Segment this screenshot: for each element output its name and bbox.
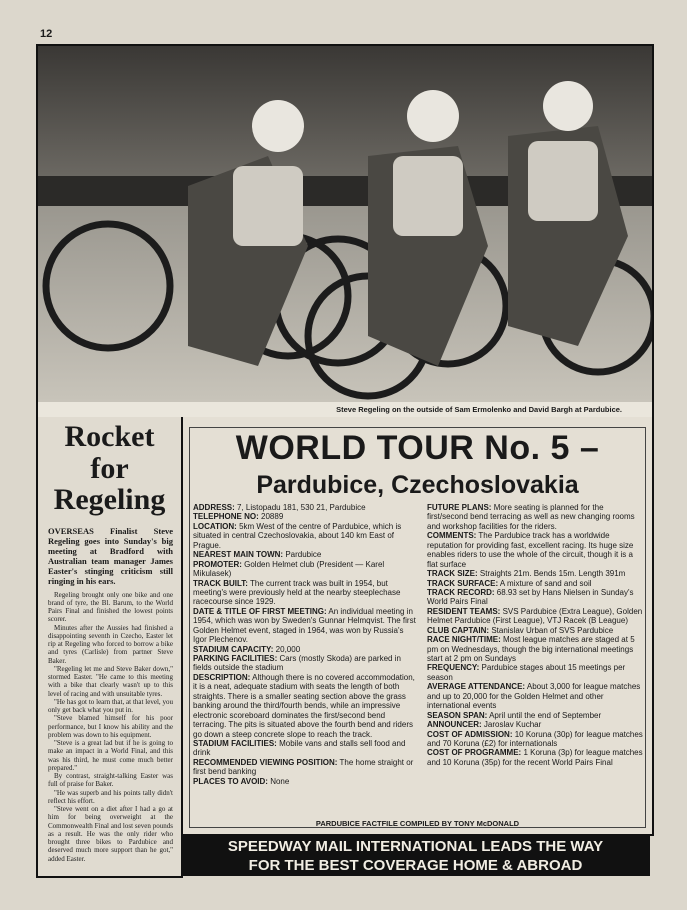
fact-text: 20889 — [261, 512, 284, 522]
fact-label: ANNOUNCER: — [427, 720, 482, 730]
story-paragraph: "Steve blamed himself for his poor performance, but I know his ability and the problem was down to his equipment. — [48, 714, 173, 739]
story-paragraph: "Steve went on a diet after I had a go at him for being overweight at the Commonwealth Final and lost seven pounds as a result. He was the only rider who brought three bikes to Pardubice and deserved much more support than he got," added Easter. — [48, 805, 173, 863]
fact-text: The Pardubice track has a worldwide reputation for providing fast, excellent racing. Its huge size enables riders to use the whole of the circuit, though it is a flat surface — [427, 531, 634, 569]
fact-text: Pardubice — [285, 550, 322, 560]
banner-line-2: FOR THE BEST COVERAGE HOME & ABROAD — [248, 857, 583, 874]
fact-entry — [427, 579, 643, 588]
fact-entry — [193, 758, 419, 777]
fact-label: DESCRIPTION: — [193, 672, 251, 682]
fact-text: Pardubice stages about 15 meetings per season — [427, 663, 626, 682]
fact-text: A mixture of sand and soil — [499, 578, 592, 588]
fact-text: 10 Koruna (30p) for league matches and 70 Koruna (£2) for internationals — [427, 729, 643, 748]
story-paragraph: By contrast, straight-talking Easter was full of praise for Baker. — [48, 772, 173, 789]
fact-label: COST OF PROGRAMME: — [427, 748, 522, 758]
promo-banner — [181, 834, 650, 876]
fact-label: NEAREST MAIN TOWN: — [193, 550, 284, 560]
standfirst: OVERSEAS Finalist Steve Regeling goes into Sunday's big meeting at Bradford with Australian team manager James Easter's stinging criticism still ringing in his ears. — [48, 525, 173, 587]
photo-caption: Steve Regeling on the outside of Sam Ermolenko and David Bargh at Pardubice. — [38, 402, 652, 418]
factfile-credit: PARDUBICE FACTFILE COMPILED BY TONY McDONALD — [315, 819, 520, 828]
fact-text: 1 Koruna (3p) for league matches and 10 Koruna (35p) for the recent World Pairs Final — [427, 748, 643, 767]
fact-entry — [193, 607, 419, 645]
factfile-right-column — [427, 503, 643, 767]
fact-text: Jaroslav Kuchar — [483, 720, 542, 730]
fact-text: 20,000 — [275, 644, 301, 654]
fact-label: STADIUM FACILITIES: — [193, 738, 277, 748]
fact-entry — [427, 748, 643, 767]
fact-text: SVS Pardubice (Extra League), Golden Helmet Pardubice (First League), VTJ Racek (B League) — [427, 606, 643, 626]
fact-text: Straights 21m. Bends 15m. Length 391m — [479, 569, 626, 579]
fact-text: 5km West of the centre of Pardubice, which is situated in central Czechoslovakia, about 140 km East of Prague. — [193, 521, 402, 550]
fact-entry — [193, 560, 419, 579]
headline-line-2: for — [90, 451, 129, 485]
fact-label: TELEPHONE NO: — [193, 512, 259, 522]
fact-label: STADIUM CAPACITY: — [193, 644, 274, 654]
fact-label: PROMOTER: — [193, 559, 242, 569]
side-headline — [38, 417, 181, 516]
fact-text: None — [270, 776, 290, 786]
story-paragraph: Regeling brought only one bike and one brand of tyre, the Bl. Barum, to the World Pairs Final and finished the lowest points scorer. — [48, 590, 173, 624]
story-paragraph: "He has got to learn that, at that level, you only get back what you put in. — [48, 697, 173, 715]
factfile-left-column — [193, 503, 419, 786]
fact-entry — [193, 512, 419, 521]
fact-entry — [427, 531, 643, 569]
fact-entry — [427, 711, 643, 720]
fact-text: Although there is no covered accommodation, it is a neat, adequate stadium with seats the length of both straights. There is a smaller seating section above the grass banking around the third/fourth bends, while an impressive electronic scoreboard dominates the first/second bend terracing. The pits is situated above the fourth bend and riders go down a steep concrete slope to reach the track. — [193, 672, 415, 739]
fact-label: FUTURE PLANS: — [427, 503, 492, 512]
story-paragraph: Minutes after the Aussies had finished a disappointing seventh in Czecho, Easter let rip at Regeling who forced to borrow a bike and tyres (Carlisle) from partner Steve Baker. — [48, 623, 173, 665]
fact-entry — [427, 569, 643, 578]
fact-label: DATE & TITLE OF FIRST MEETING: — [193, 606, 327, 616]
fact-entry — [193, 550, 419, 559]
fact-label: COST OF ADMISSION: — [427, 729, 513, 739]
story-paragraph: "Regeling let me and Steve Baker down," stormed Easter. "He came to this meeting with a bike that clearly wasn't up to this level of racing and with unsuitable tyres. — [48, 664, 173, 698]
fact-text: An individual meeting in 1954, which was won by Sweden's Gunnar Helmqvist. The first Golden Helmet event, staged in 1964, was won by Russia's Igor Plechenov. — [193, 606, 416, 645]
story-body — [48, 591, 173, 863]
factfile-title: WORLD TOUR No. 5 – — [235, 429, 600, 467]
fact-entry — [427, 626, 643, 635]
fact-text: The home straight or first bend banking — [193, 757, 414, 777]
fact-label: ADDRESS: — [193, 503, 235, 512]
story-paragraph: "Steve is a great lad but if he is going to make an impact in a World Final, and this was his third, he must come much better prepared." — [48, 739, 173, 772]
fact-text: Stanislav Urban of SVS Pardubice — [491, 625, 614, 635]
fact-text: Most league matches are staged at 5 pm on Wednesdays, though the big international meetings start at 2 pm on Sundays — [427, 635, 635, 663]
fact-label: TRACK SURFACE: — [427, 578, 499, 588]
fact-entry — [193, 654, 419, 673]
fact-label: TRACK BUILT: — [193, 578, 248, 588]
factfile-subtitle: Pardubice, Czechoslovakia — [256, 471, 579, 499]
fact-entry — [193, 522, 419, 550]
fact-entry — [193, 739, 419, 758]
fact-label: COMMENTS: — [427, 531, 477, 541]
fact-text: About 3,000 for league matches and up to 20,000 for the Golden Helmet and other international events — [427, 682, 641, 711]
fact-label: PLACES TO AVOID: — [193, 776, 268, 786]
fact-label: PARKING FACILITIES: — [193, 654, 278, 663]
fact-label: RESIDENT TEAMS: — [427, 606, 501, 616]
fact-entry — [193, 777, 419, 786]
fact-entry — [427, 588, 643, 607]
side-story — [36, 417, 183, 878]
fact-label: FREQUENCY: — [427, 663, 480, 673]
banner-line-1: SPEEDWAY MAIL INTERNATIONAL LEADS THE WAY — [227, 838, 604, 855]
fact-entry — [427, 682, 643, 710]
factfile-panel — [181, 417, 654, 836]
headline-line-1: Rocket — [64, 420, 155, 453]
fact-text: April until the end of September — [489, 710, 602, 720]
fact-label: LOCATION: — [193, 521, 237, 531]
fact-label: TRACK RECORD: — [427, 587, 495, 597]
fact-text: The current track was built in 1954, but meeting's were previously held at the nearby steeplechase racecourse since 1929. — [193, 578, 401, 607]
headline-line-3: Regeling — [53, 483, 166, 516]
fact-label: AVERAGE ATTENDANCE: — [427, 682, 526, 692]
fact-entry — [427, 663, 643, 682]
fact-entry — [427, 503, 643, 531]
fact-label: RECOMMENDED VIEWING POSITION: — [193, 757, 338, 767]
speedway-photo — [36, 44, 654, 420]
fact-entry — [193, 579, 419, 607]
fact-text: More seating is planned for the first/second bend terracing as well as new changing rooms and workshop facilities for the riders. — [427, 503, 635, 531]
fact-label: RACE NIGHT/TIME: — [427, 635, 501, 645]
fact-entry — [427, 635, 643, 663]
fact-entry — [193, 645, 419, 654]
fact-entry — [193, 503, 419, 512]
fact-text: Mobile vans and stalls sell food and drink — [193, 738, 406, 758]
fact-entry — [427, 730, 643, 749]
fact-label: TRACK SIZE: — [427, 569, 478, 579]
fact-entry — [427, 607, 643, 626]
fact-label: SEASON SPAN: — [427, 710, 488, 720]
fact-text: Cars (mostly Skoda) are parked in fields outside the stadium — [193, 654, 401, 673]
page-number: 12 — [40, 28, 53, 40]
story-paragraph: "He was superb and his points tally didn't reflect his effort. — [48, 788, 173, 805]
fact-text: 7, Listopadu 181, 530 21, Pardubice — [237, 503, 366, 512]
fact-text: Golden Helmet club (President — Karel Mikulasek) — [193, 559, 385, 579]
fact-entry — [427, 720, 643, 729]
fact-text: 68.93 set by Hans Nielsen in Sunday's World Pairs Final — [427, 587, 634, 607]
fact-entry — [193, 673, 419, 739]
fact-label: CLUB CAPTAIN: — [427, 625, 490, 635]
riders-illustration — [38, 46, 652, 402]
